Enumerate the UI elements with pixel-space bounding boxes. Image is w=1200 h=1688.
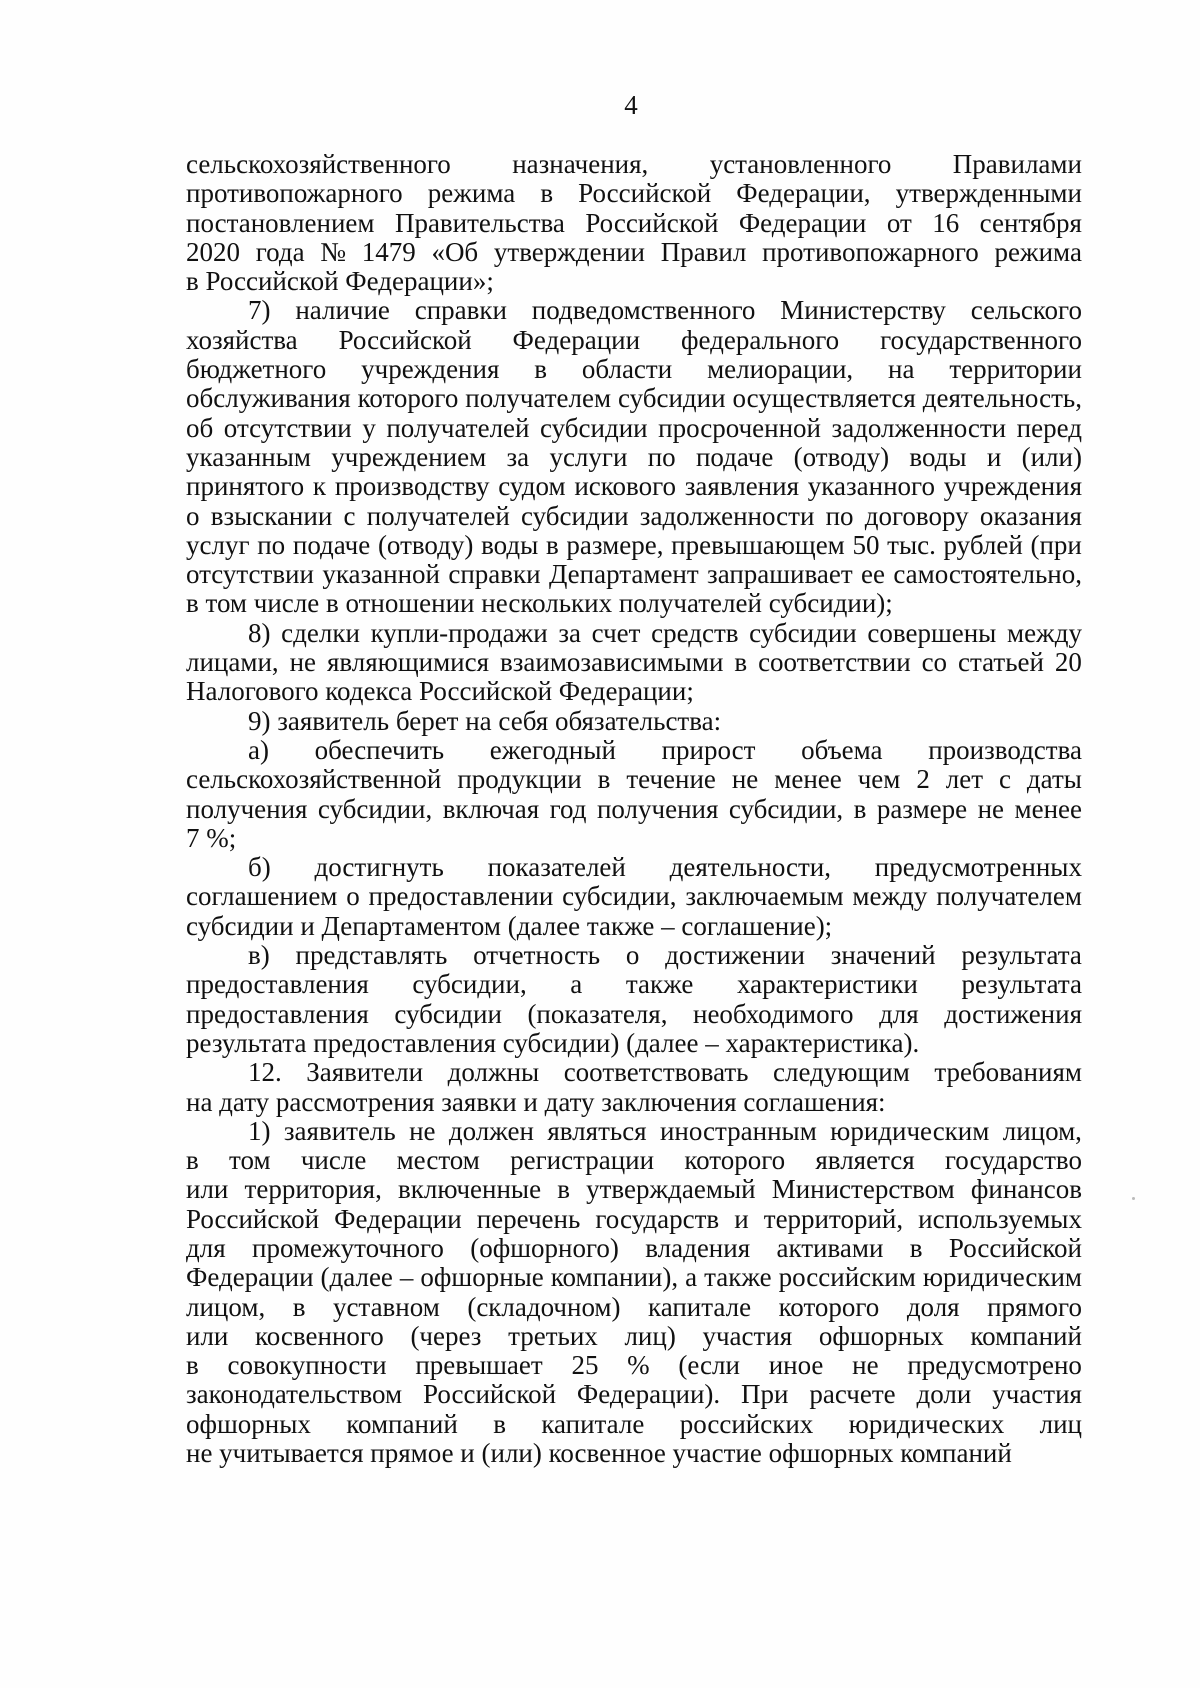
text-line: в том числе местом регистрации которого является государство <box>186 1145 1082 1176</box>
paragraph <box>186 853 1082 941</box>
paragraph <box>186 619 1082 707</box>
text-line: или территория, включенные в утверждаемый Министерством финансов <box>186 1174 1082 1205</box>
text-line: соглашением о предоставлении субсидии, заключаемым между получателем <box>186 881 1082 912</box>
text-line: противопожарного режима в Российской Федерации, утвержденными <box>186 178 1082 209</box>
text-line: не учитывается прямое и (или) косвенное участие офшорных компаний <box>186 1438 1012 1469</box>
text-line: сельскохозяйственного назначения, установленного Правилами <box>186 149 1082 179</box>
text-line: хозяйства Российской Федерации федерального государственного <box>186 324 1082 355</box>
text-line: бюджетного учреждения в области мелиорации, на территории <box>186 354 1082 385</box>
text-line: получения субсидии, включая год получения субсидии, в размере не менее <box>186 793 1082 824</box>
text-line: 9) заявитель берет на себя обязательства: <box>248 705 722 736</box>
paragraph <box>186 1117 1082 1469</box>
text-line: 7) наличие справки подведомственного Министерству сельского <box>248 295 1082 326</box>
text-line: отсутствии указанной справки Департамент запрашивает ее самостоятельно, <box>186 559 1082 590</box>
text-line: лицами, не являющимися взаимозависимыми в соответствии со статьей 20 <box>186 647 1082 678</box>
text-line: услуг по подаче (отводу) воды в размере, превышающем 50 тыс. рублей (при <box>186 529 1082 560</box>
text-line: субсидии и Департаментом (далее также – соглашение); <box>186 910 833 941</box>
text-line: постановлением Правительства Российской Федерации от 16 сентября <box>186 207 1082 238</box>
text-line: о взыскании с получателей субсидии задолженности по договору оказания <box>186 500 1082 531</box>
text-line: в том числе в отношении нескольких получателей субсидии); <box>186 588 893 619</box>
scan-speck <box>1132 1197 1135 1200</box>
text-line: а) обеспечить ежегодный прирост объема производства <box>248 734 1082 765</box>
text-line: Российской Федерации перечень государств и территорий, используемых <box>186 1203 1082 1234</box>
text-line: в совокупности превышает 25 % (если иное не предусмотрено <box>186 1350 1082 1381</box>
paragraph <box>186 1058 1082 1117</box>
text-line: обслуживания которого получателем субсидии осуществляется деятельность, <box>186 383 1082 414</box>
text-line: для промежуточного (офшорного) владения активами в Российской <box>186 1232 1082 1263</box>
text-line: законодательством Российской Федерации). При расчете доли участия <box>186 1379 1082 1410</box>
text-line: результата предоставления субсидии) (далее – характеристика). <box>186 1027 920 1058</box>
text-line: об отсутствии у получателей субсидии просроченной задолженности перед <box>186 412 1082 443</box>
paragraph <box>186 296 1082 618</box>
text-line: на дату рассмотрения заявки и дату заключения соглашения: <box>186 1086 886 1117</box>
text-line: б) достигнуть показателей деятельности, предусмотренных <box>248 852 1082 883</box>
text-line: 1) заявитель не должен являться иностранным юридическим лицом, <box>248 1115 1082 1146</box>
text-line: лицом, в уставном (складочном) капитале которого доля прямого <box>186 1291 1082 1322</box>
text-line: предоставления субсидии (показателя, необходимого для достижения <box>186 998 1082 1029</box>
text-line: 8) сделки купли-продажи за счет средств субсидии совершены между <box>248 617 1082 648</box>
text-line: в) представлять отчетность о достижении значений результата <box>248 940 1082 971</box>
text-line: офшорных компаний в капитале российских юридических лиц <box>186 1408 1082 1439</box>
text-line: 2020 года № 1479 «Об утверждении Правил противопожарного режима <box>186 236 1082 267</box>
text-line: или косвенного (через третьих лиц) участия офшорных компаний <box>186 1320 1082 1351</box>
text-line: 7 %; <box>186 822 237 853</box>
document-body <box>186 150 1082 1468</box>
text-line: сельскохозяйственной продукции в течение не менее чем 2 лет с даты <box>186 764 1082 795</box>
text-line: в Российской Федерации»; <box>186 266 494 297</box>
text-line: принятого к производству судом искового заявления указанного учреждения <box>186 471 1082 502</box>
text-line: предоставления субсидии, а также характеристики результата <box>186 969 1082 1000</box>
page-number: 4 <box>624 90 638 120</box>
text-line: Налогового кодекса Российской Федерации; <box>186 676 694 707</box>
text-line: 12. Заявители должны соответствовать следующим требованиям <box>248 1057 1082 1088</box>
text-line: Федерации (далее – офшорные компании), а также российским юридическим <box>186 1262 1082 1293</box>
paragraph <box>186 707 1082 736</box>
paragraph <box>186 736 1082 853</box>
paragraph <box>186 150 1082 296</box>
text-line: указанным учреждением за услуги по подаче (отводу) воды и (или) <box>186 441 1082 472</box>
paragraph <box>186 941 1082 1058</box>
